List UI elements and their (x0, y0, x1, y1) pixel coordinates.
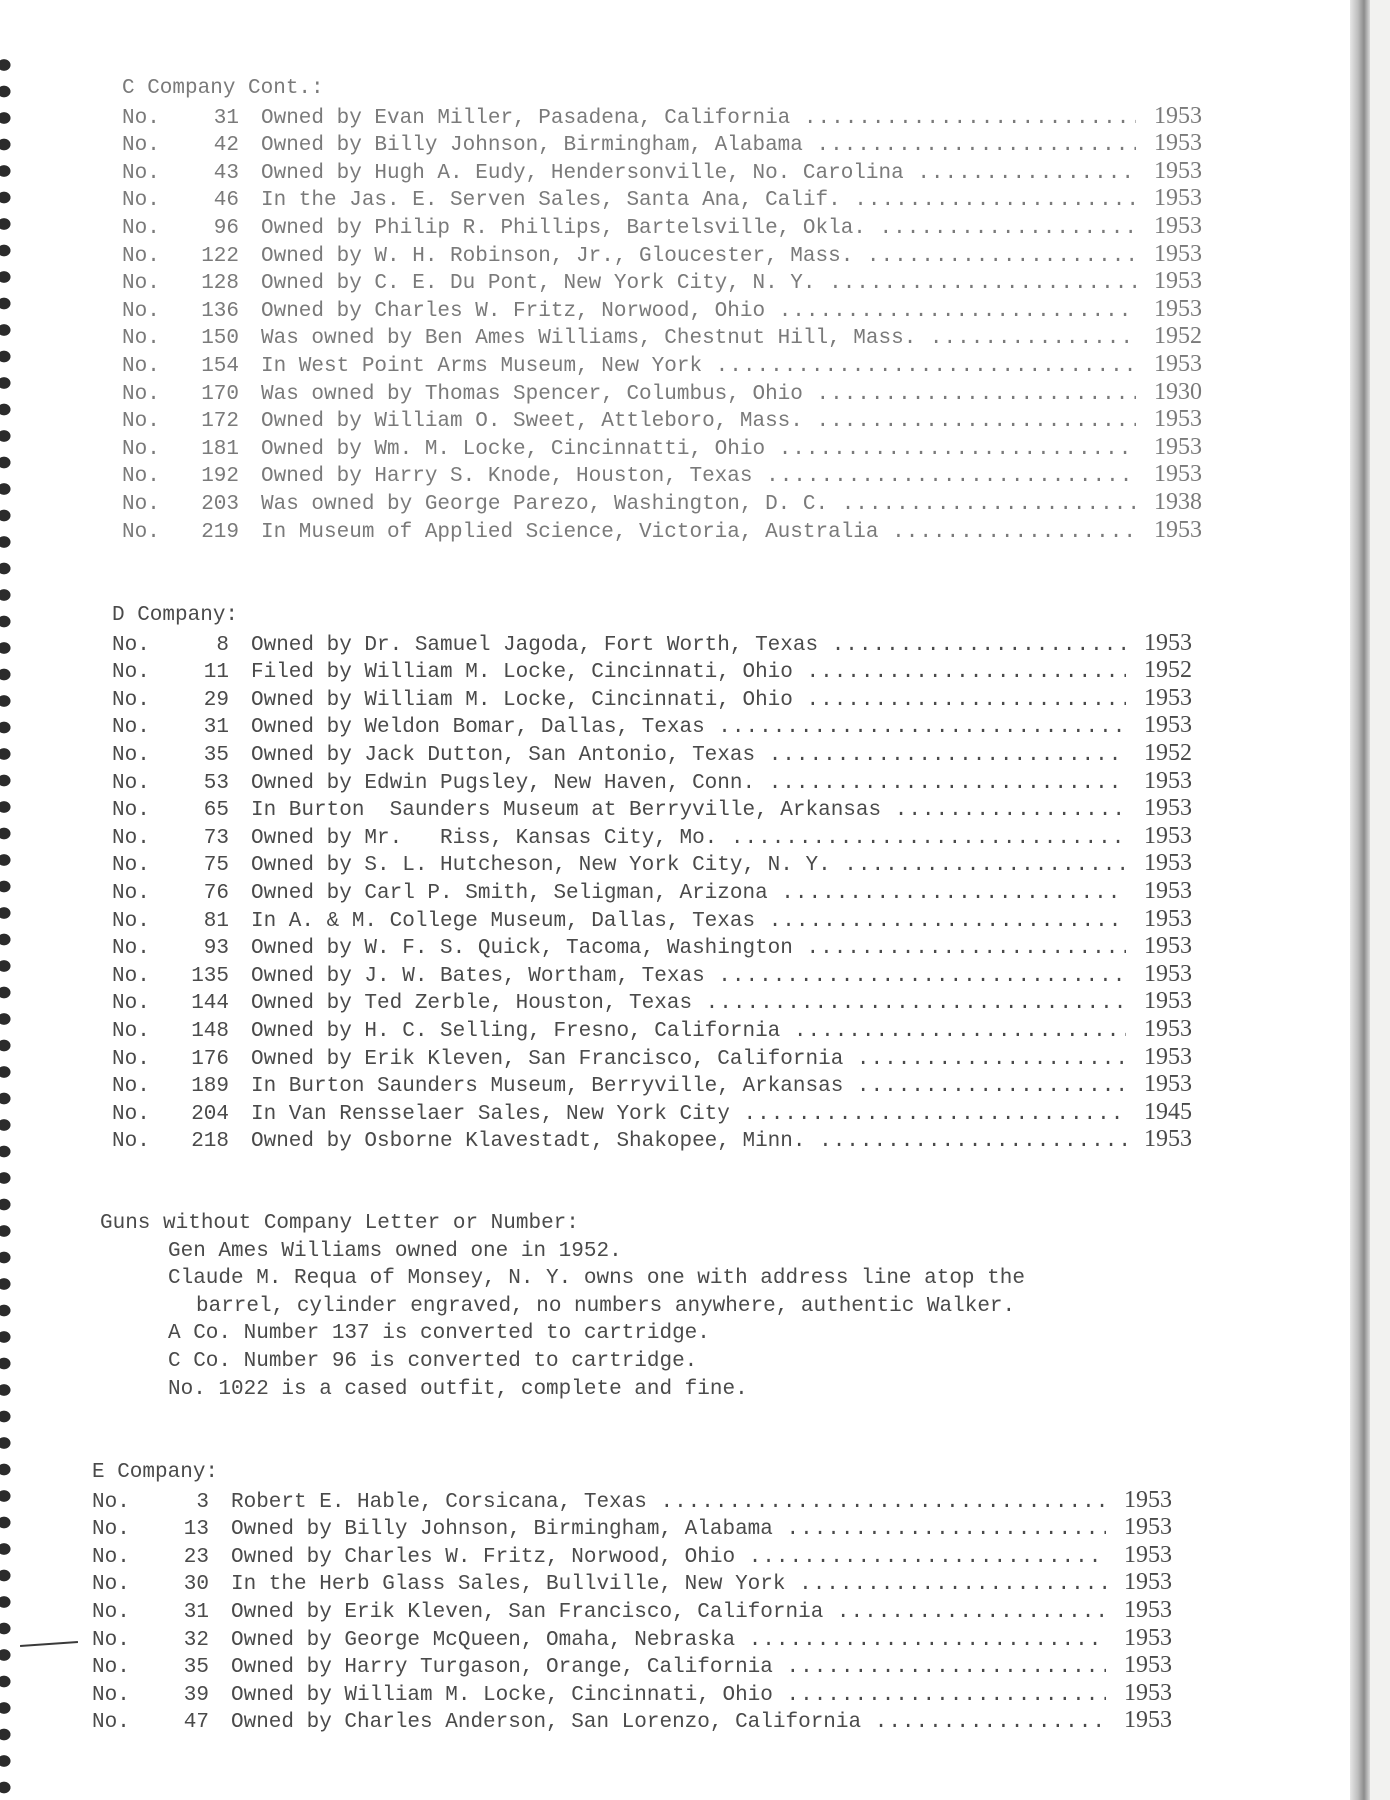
entry-prefix: No. (122, 492, 160, 516)
entry-prefix: No. (122, 134, 160, 158)
entry-prefix: No. (122, 216, 160, 240)
list-item (122, 406, 1202, 434)
note-line: Claude M. Requa of Monsey, N. Y. owns one with address line atop the (168, 1267, 1025, 1291)
entry-description: Owned by William O. Sweet, Attleboro, Mass. ..... (261, 408, 1136, 436)
entry-year: 1945 (1144, 1098, 1192, 1125)
entry-description: Owned by Ted Zerble, Houston, Texas ..... (251, 990, 1126, 1018)
entry-description: Owned by William M. Locke, Cincinnati, Ohio ..... (251, 687, 1126, 715)
entry-description: Was owned by George Parezo, Washington, D. C. ..... (261, 491, 1136, 519)
entry-number: 31 (213, 106, 239, 130)
entry-description: Owned by Dr. Samuel Jagoda, Fort Worth, Texas ..... (251, 632, 1126, 660)
entry-prefix: No. (112, 1019, 150, 1043)
entry-prefix: No. (92, 1683, 130, 1707)
entry-description: Owned by Charles W. Fritz, Norwood, Ohio ..... (231, 1544, 1106, 1572)
list-item (92, 1487, 1172, 1515)
entry-year: 1953 (1154, 102, 1202, 129)
list-item (112, 906, 1192, 934)
entry-number: 23 (183, 1545, 209, 1569)
list-item (112, 1044, 1192, 1072)
entry-year: 1953 (1144, 1043, 1192, 1070)
list-item (122, 268, 1202, 296)
entry-number: 192 (201, 465, 239, 489)
list-item (112, 961, 1192, 989)
entry-prefix: No. (112, 854, 150, 878)
entry-prefix: No. (92, 1545, 130, 1569)
no-letter-heading: Guns without Company Letter or Number: (100, 1212, 579, 1235)
entry-year: 1953 (1144, 795, 1192, 822)
entry-description: Owned by George McQueen, Omaha, Nebraska ..... (231, 1627, 1106, 1655)
entry-prefix: No. (122, 410, 160, 434)
entry-description: Robert E. Hable, Corsicana, Texas ..... (231, 1489, 1106, 1517)
list-item (112, 1126, 1192, 1154)
entry-number: 176 (191, 1047, 229, 1071)
list-item (122, 351, 1202, 379)
entry-description: In the Herb Glass Sales, Bullville, New York ..... (231, 1571, 1106, 1599)
entry-year: 1953 (1144, 905, 1192, 932)
entry-number: 35 (203, 743, 229, 767)
entry-prefix: No. (92, 1518, 130, 1542)
entry-prefix: No. (112, 1130, 150, 1154)
entry-prefix: No. (92, 1628, 130, 1652)
entry-number: 93 (203, 937, 229, 961)
entry-number: 47 (183, 1711, 209, 1735)
list-item (92, 1680, 1172, 1708)
note-line: C Co. Number 96 is converted to cartridge. (168, 1349, 698, 1373)
entry-number: 203 (201, 492, 239, 516)
entry-year: 1953 (1154, 157, 1202, 184)
entry-number: 29 (203, 688, 229, 712)
list-item (112, 740, 1192, 768)
entry-prefix: No. (122, 189, 160, 213)
entry-prefix: No. (112, 799, 150, 823)
entry-year: 1952 (1154, 323, 1202, 350)
entry-description: Was owned by Thomas Spencer, Columbus, Ohio ..... (261, 381, 1136, 409)
entry-description: In the Jas. E. Serven Sales, Santa Ana, Calif. ..... (261, 187, 1136, 215)
entry-description: Owned by Charles Anderson, San Lorenzo, California ..... (231, 1709, 1106, 1737)
entry-prefix: No. (112, 1102, 150, 1126)
entry-description: In West Point Arms Museum, New York ..... (261, 353, 1136, 381)
entry-number: 73 (203, 826, 229, 850)
entry-description: Owned by W. H. Robinson, Jr., Gloucester, Mass. ..... (261, 243, 1136, 271)
c-company-section (122, 75, 1202, 544)
entry-prefix: No. (112, 826, 150, 850)
entry-number: 219 (201, 520, 239, 544)
entry-year: 1953 (1154, 268, 1202, 295)
entry-year: 1953 (1144, 1126, 1192, 1153)
page-edge (1350, 0, 1370, 1800)
entry-number: 76 (203, 881, 229, 905)
list-item (92, 1542, 1172, 1570)
list-item (112, 1071, 1192, 1099)
entry-description: Owned by Edwin Pugsley, New Haven, Conn. ..... (251, 770, 1126, 798)
list-item (112, 988, 1192, 1016)
entry-number: 8 (216, 633, 229, 657)
list-item (112, 768, 1192, 796)
entry-year: 1953 (1144, 684, 1192, 711)
entry-description: In A. & M. College Museum, Dallas, Texas ..... (251, 908, 1126, 936)
entry-number: 122 (201, 244, 239, 268)
list-item (112, 657, 1192, 685)
entry-number: 136 (201, 299, 239, 323)
entry-number: 189 (191, 1075, 229, 1099)
d-company-list (112, 630, 1192, 1154)
entry-description: Owned by Wm. M. Locke, Cincinnatti, Ohio ..... (261, 436, 1136, 464)
entry-prefix: No. (122, 437, 160, 461)
entry-number: 31 (203, 716, 229, 740)
entry-number: 31 (183, 1600, 209, 1624)
list-item (112, 878, 1192, 906)
entry-number: 75 (203, 854, 229, 878)
entry-year: 1953 (1124, 1514, 1172, 1541)
list-item (122, 241, 1202, 269)
entry-number: 43 (213, 161, 239, 185)
entry-number: 148 (191, 1019, 229, 1043)
entry-number: 150 (201, 327, 239, 351)
entry-year: 1953 (1154, 433, 1202, 460)
list-item (112, 1016, 1192, 1044)
list-item (122, 185, 1202, 213)
entry-year: 1953 (1144, 767, 1192, 794)
note-line: Gen Ames Williams owned one in 1952. (168, 1239, 622, 1263)
entry-prefix: No. (92, 1600, 130, 1624)
entry-description: Was owned by Ben Ames Williams, Chestnut Hill, Mass. ..... (261, 325, 1136, 353)
no-letter-section (100, 1210, 1100, 1403)
entry-prefix: No. (122, 106, 160, 130)
margin-pen-mark (20, 1641, 78, 1647)
entry-prefix: No. (122, 244, 160, 268)
list-item (122, 461, 1202, 489)
entry-number: 218 (191, 1130, 229, 1154)
entry-number: 128 (201, 272, 239, 296)
entry-year: 1953 (1154, 350, 1202, 377)
entry-prefix: No. (112, 992, 150, 1016)
entry-year: 1953 (1144, 822, 1192, 849)
list-item (92, 1569, 1172, 1597)
list-item (122, 489, 1202, 517)
entry-year: 1953 (1124, 1569, 1172, 1596)
e-company-heading: E Company: (92, 1461, 219, 1484)
entry-prefix: No. (122, 520, 160, 544)
entry-year: 1953 (1144, 877, 1192, 904)
entry-number: 32 (183, 1628, 209, 1652)
note-line: A Co. Number 137 is converted to cartridge. (168, 1322, 710, 1346)
entry-number: 170 (201, 382, 239, 406)
entry-number: 53 (203, 771, 229, 795)
entry-description: Owned by Charles W. Fritz, Norwood, Ohio ..... (261, 298, 1136, 326)
entry-prefix: No. (112, 909, 150, 933)
e-company-section (92, 1459, 1172, 1735)
d-company-heading: D Company: (112, 604, 239, 627)
entry-prefix: No. (92, 1711, 130, 1735)
list-item (92, 1652, 1172, 1680)
entry-description: Owned by Evan Miller, Pasadena, California ..... (261, 105, 1136, 133)
list-item (122, 434, 1202, 462)
entry-prefix: No. (122, 161, 160, 185)
entry-year: 1953 (1154, 240, 1202, 267)
entry-year: 1953 (1144, 850, 1192, 877)
entry-year: 1953 (1154, 406, 1202, 433)
list-item (122, 158, 1202, 186)
entry-prefix: No. (112, 771, 150, 795)
entry-description: Owned by William M. Locke, Cincinnati, Ohio ..... (231, 1682, 1106, 1710)
entry-prefix: No. (112, 964, 150, 988)
entry-number: 154 (201, 354, 239, 378)
list-item (112, 1099, 1192, 1127)
entry-year: 1952 (1144, 657, 1192, 684)
entry-description: In Museum of Applied Science, Victoria, Australia ..... (261, 519, 1136, 547)
entry-number: 3 (196, 1490, 209, 1514)
entry-description: Owned by S. L. Hutcheson, New York City, N. Y. ..... (251, 852, 1126, 880)
list-item (92, 1625, 1172, 1653)
entry-description: Owned by Harry S. Knode, Houston, Texas ..... (261, 463, 1136, 491)
entry-year: 1953 (1154, 212, 1202, 239)
entry-number: 42 (213, 134, 239, 158)
entry-year: 1953 (1154, 295, 1202, 322)
list-item (122, 130, 1202, 158)
entry-year: 1953 (1154, 516, 1202, 543)
list-item (92, 1514, 1172, 1542)
entry-description: Owned by Mr. Riss, Kansas City, Mo. ..... (251, 825, 1126, 853)
list-item (122, 103, 1202, 131)
entry-description: Owned by J. W. Bates, Wortham, Texas ..... (251, 963, 1126, 991)
entry-description: Owned by Erik Kleven, San Francisco, California ..... (231, 1599, 1106, 1627)
entry-year: 1953 (1124, 1541, 1172, 1568)
entry-description: Owned by Jack Dutton, San Antonio, Texas ..... (251, 742, 1126, 770)
entry-number: 204 (191, 1102, 229, 1126)
list-item (112, 823, 1192, 851)
entry-prefix: No. (122, 382, 160, 406)
entry-prefix: No. (112, 743, 150, 767)
entry-description: Owned by Hugh A. Eudy, Hendersonville, No. Carolina ..... (261, 160, 1136, 188)
entry-prefix: No. (112, 1075, 150, 1099)
entry-description: In Burton Saunders Museum, Berryville, Arkansas ..... (251, 1073, 1126, 1101)
entry-description: Owned by Philip R. Phillips, Bartelsville, Okla. ..... (261, 215, 1136, 243)
e-company-list (92, 1487, 1172, 1735)
list-item (92, 1597, 1172, 1625)
entry-prefix: No. (122, 354, 160, 378)
entry-description: Owned by Erik Kleven, San Francisco, California ..... (251, 1046, 1126, 1074)
entry-prefix: No. (92, 1573, 130, 1597)
entry-prefix: No. (112, 688, 150, 712)
list-item (122, 296, 1202, 324)
entry-number: 30 (183, 1573, 209, 1597)
note-line: No. 1022 is a cased outfit, complete and fine. (168, 1377, 748, 1401)
entry-description: In Burton Saunders Museum at Berryville, Arkansas ..... (251, 797, 1126, 825)
entry-prefix: No. (122, 272, 160, 296)
entry-year: 1953 (1144, 933, 1192, 960)
entry-number: 172 (201, 410, 239, 434)
entry-prefix: No. (112, 1047, 150, 1071)
list-item (112, 933, 1192, 961)
entry-prefix: No. (122, 465, 160, 489)
entry-description: In Van Rensselaer Sales, New York City ..... (251, 1101, 1126, 1129)
list-item (112, 685, 1192, 713)
entry-prefix: No. (112, 937, 150, 961)
entry-prefix: No. (112, 881, 150, 905)
entry-description: Owned by C. E. Du Pont, New York City, N. Y. ..... (261, 270, 1136, 298)
entry-year: 1953 (1154, 130, 1202, 157)
list-item (112, 712, 1192, 740)
entry-description: Owned by Harry Turgason, Orange, California ..... (231, 1654, 1106, 1682)
c-company-heading: C Company Cont.: (122, 77, 324, 100)
entry-year: 1953 (1144, 629, 1192, 656)
list-item (122, 379, 1202, 407)
entry-number: 46 (213, 189, 239, 213)
entry-year: 1953 (1124, 1486, 1172, 1513)
entry-year: 1938 (1154, 488, 1202, 515)
entry-description: Filed by William M. Locke, Cincinnati, Ohio ..... (251, 659, 1126, 687)
d-company-section (112, 602, 1192, 1154)
list-item (92, 1707, 1172, 1735)
entry-year: 1952 (1144, 739, 1192, 766)
entry-year: 1953 (1144, 712, 1192, 739)
entry-year: 1953 (1154, 461, 1202, 488)
entry-description: Owned by Billy Johnson, Birmingham, Alabama ..... (261, 132, 1136, 160)
entry-number: 35 (183, 1656, 209, 1680)
entry-prefix: No. (112, 716, 150, 740)
list-item (122, 517, 1202, 545)
c-company-list (122, 103, 1202, 545)
list-item (112, 630, 1192, 658)
list-item (112, 850, 1192, 878)
entry-number: 65 (203, 799, 229, 823)
entry-year: 1953 (1124, 1624, 1172, 1651)
entry-description: Owned by Weldon Bomar, Dallas, Texas ..... (251, 714, 1126, 742)
entry-number: 96 (213, 216, 239, 240)
entry-year: 1953 (1144, 1071, 1192, 1098)
entry-number: 144 (191, 992, 229, 1016)
entry-number: 13 (183, 1518, 209, 1542)
entry-year: 1953 (1124, 1596, 1172, 1623)
entry-number: 39 (183, 1683, 209, 1707)
entry-description: Owned by W. F. S. Quick, Tacoma, Washington ..... (251, 935, 1126, 963)
entry-year: 1953 (1144, 960, 1192, 987)
entry-year: 1953 (1124, 1652, 1172, 1679)
entry-year: 1953 (1124, 1679, 1172, 1706)
entry-number: 181 (201, 437, 239, 461)
entry-prefix: No. (112, 633, 150, 657)
entry-year: 1953 (1144, 988, 1192, 1015)
entry-prefix: No. (122, 299, 160, 323)
entry-year: 1953 (1144, 1015, 1192, 1042)
list-item (122, 213, 1202, 241)
entry-prefix: No. (92, 1656, 130, 1680)
list-item (112, 795, 1192, 823)
entry-description: Owned by Carl P. Smith, Seligman, Arizona ..... (251, 880, 1126, 908)
entry-description: Owned by Billy Johnson, Birmingham, Alabama ..... (231, 1516, 1106, 1544)
entry-description: Owned by Osborne Klavestadt, Shakopee, Minn. ..... (251, 1128, 1126, 1156)
entry-year: 1930 (1154, 378, 1202, 405)
entry-number: 81 (203, 909, 229, 933)
entry-number: 11 (203, 661, 229, 685)
entry-prefix: No. (122, 327, 160, 351)
entry-prefix: No. (112, 661, 150, 685)
entry-number: 135 (191, 964, 229, 988)
note-line: barrel, cylinder engraved, no numbers anywhere, authentic Walker. (196, 1294, 1016, 1318)
spiral-binding (0, 55, 22, 1795)
entry-year: 1953 (1124, 1707, 1172, 1734)
entry-description: Owned by H. C. Selling, Fresno, California ..... (251, 1018, 1126, 1046)
entry-prefix: No. (92, 1490, 130, 1514)
entry-year: 1953 (1154, 185, 1202, 212)
list-item (122, 323, 1202, 351)
